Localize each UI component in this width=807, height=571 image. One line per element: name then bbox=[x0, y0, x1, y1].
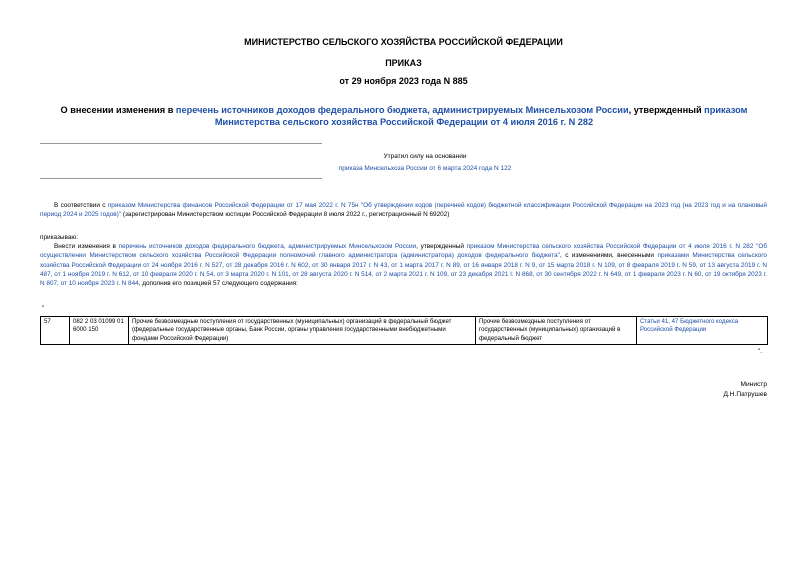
signature-position: Министр bbox=[740, 381, 767, 388]
doc-type-heading: ПРИКАЗ bbox=[385, 58, 422, 68]
preamble-text: В соответствии с bbox=[54, 202, 108, 209]
revenue-source-table bbox=[40, 316, 768, 345]
open-quote: " bbox=[42, 305, 45, 312]
cell-revenue-group: Прочие безвозмездные поступления от государственных (муниципальных) организаций в федеральный бюджет bbox=[476, 317, 637, 345]
title-link-order-282[interactable]: приказом Министерства сельского хозяйства Российской Федерации от 4 июля 2016 г. N 282 bbox=[214, 105, 748, 127]
divider bbox=[40, 178, 322, 179]
body-paragraph bbox=[40, 242, 767, 288]
divider bbox=[40, 143, 322, 144]
body-link-order-282[interactable]: приказом Министерства сельского хозяйства Российской Федерации от 4 июля 2016 г. N 282 "Об осуществлении Министерством сельского хозяйства Российской Федерации полномочий главного администратора (администратора) доходов федерального бюджета" bbox=[40, 243, 767, 260]
close-quote: ". bbox=[758, 348, 763, 355]
signature-name: Д.Н.Патрушев bbox=[723, 391, 767, 398]
body-text: , с изменениями, внесенными bbox=[559, 252, 658, 260]
cell-budget-code: 082 2 03 01099 01 6000 150 bbox=[70, 317, 129, 345]
cell-revenue-description: Прочие безвозмездные поступления от государственных (муниципальных) организаций в федеральный бюджет (федеральные государственные органы, Банк России, органы управления государственными внебюджетными фондами Российской Федерации) bbox=[129, 317, 476, 345]
title-text: , утвержденный bbox=[628, 105, 705, 115]
body-link-revenue-list[interactable]: перечень источников доходов федерального бюджета, администрируемых Минсельхозом России bbox=[118, 243, 417, 250]
document-title bbox=[36, 104, 772, 128]
body-text: , утвержденный bbox=[416, 243, 467, 250]
ministry-heading: МИНИСТЕРСТВО СЕЛЬСКОГО ХОЗЯЙСТВА РОССИЙСКОЙ ФЕДЕРАЦИИ bbox=[244, 37, 563, 47]
status-note-link[interactable]: приказа Минсельхоза России от 6 марта 2024 года N 122 bbox=[338, 165, 512, 172]
cell-legal-basis-link[interactable]: Статьи 41, 47 Бюджетного кодекса Российской Федерации bbox=[637, 317, 768, 345]
body-link-amending-orders[interactable]: приказами Министерства сельского хозяйства Российской Федерации от 24 ноября 2016 г. N 527, от 28 декабря 2016 г. N 602, от 30 января 2017 г. N 43, от 1 марта 2017 г. N 89, от 16 января 2018 г. N 9, от 15 марта 2018 г. N 109, от 8 февраля 2019 г. N 59, от 13 августа 2019 г. N 487, от 1 ноября 2019 г. N 612, от 10 февраля 2020 г. N 54, от 3 марта 2020 г. N 101, от 28 августа 2020 г. N 514, от 2 марта 2021 г. N 109, от 23 декабря 2021 г. N 868, от 30 сентября 2022 г. N 649, от 1 февраля 2023 г. N 60, от 19 октября 2023 г. N 807, от 10 ноября 2023 г. N 844 bbox=[40, 252, 767, 288]
preamble-text: (зарегистрирован Министерством юстиции Российской Федерации 8 июля 2022 г., регистрационный N 69202) bbox=[121, 211, 450, 219]
date-number-heading: от 29 ноября 2023 года N 885 bbox=[339, 76, 468, 86]
cell-position-number: 57 bbox=[41, 317, 70, 345]
preamble-paragraph bbox=[40, 201, 767, 220]
status-note-line: Утратил силу на основании bbox=[383, 153, 467, 160]
body-text: Внести изменения в bbox=[54, 243, 119, 250]
preamble-link-order-75n[interactable]: приказом Министерства финансов Российской Федерации от 17 мая 2022 г. N 75н "Об утверждении кодов (перечней кодов) бюджетной классификации Российской Федерации на 2023 год (на 2023 год и на плановый период 2024 и 2025 годов)" bbox=[40, 202, 768, 219]
title-link-revenue-list[interactable]: перечень источников доходов федерального бюджета, администрируемых Минсельхозом России bbox=[175, 105, 629, 115]
order-word: приказываю: bbox=[40, 234, 78, 241]
title-text: О внесении изменения в bbox=[60, 105, 176, 115]
body-text: , дополнив его позицией 57 следующего содержания: bbox=[138, 280, 298, 288]
table-row bbox=[41, 317, 768, 345]
